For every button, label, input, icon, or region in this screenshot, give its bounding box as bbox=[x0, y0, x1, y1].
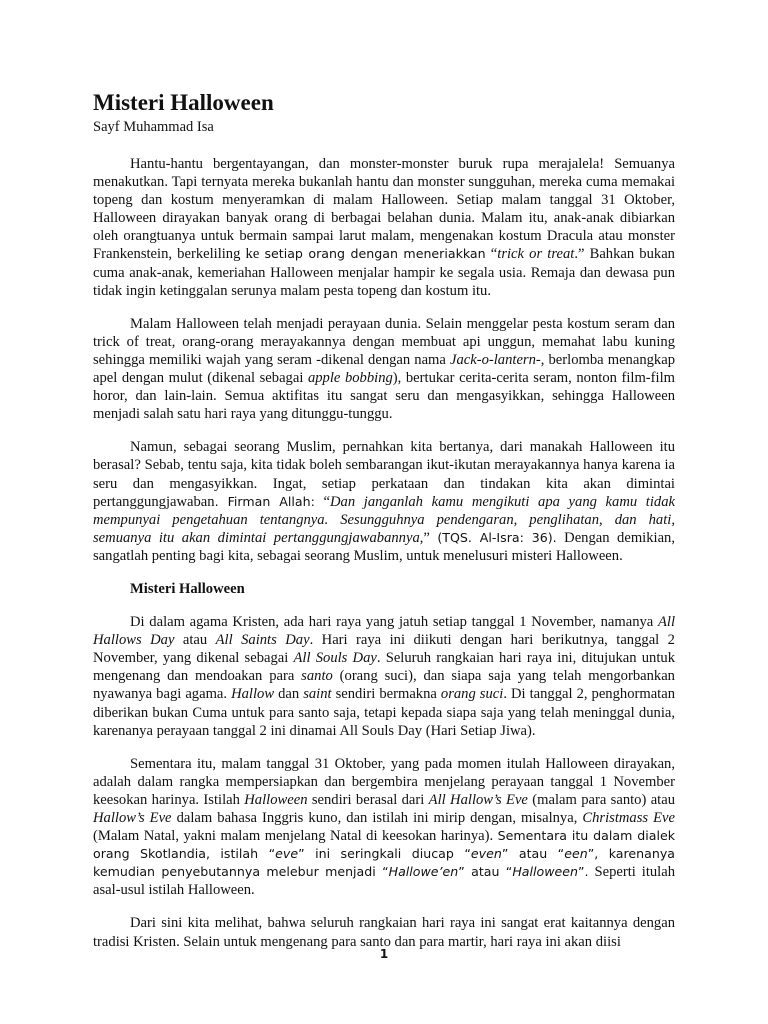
text-run-alt: ” atau “ bbox=[501, 846, 565, 862]
text-run-alt: ”. bbox=[577, 864, 589, 880]
text-run: Sementara itu, malam tanggal 31 Oktober, yang pada momen itulah Halloween dirayakan, adalah dalam rangka mempersiapkan dan bergembira menjelang perayaan tanggal 1 November keesokan harinya. Istilah bbox=[93, 755, 675, 808]
text-run: (orang suci), dan siapa saja yang telah mengorbankan nyawanya bagi agama. bbox=[93, 668, 675, 703]
text-run-italic: apple bobbing bbox=[307, 370, 393, 387]
text-run-italic: Hallow’s Eve bbox=[93, 810, 172, 826]
text-run: Dari sini kita melihat, bahwa seluruh rangkaian hari raya ini sangat erat kaitannya dengan tradisi Kristen. Selain untuk mengenang para santo dan para martir, hari raya ini akan diisi bbox=[93, 915, 675, 950]
text-run: dan bbox=[274, 686, 304, 703]
text-run: Di dalam agama Kristen, ada hari raya yang jatuh setiap tanggal 1 November, namanya bbox=[130, 614, 658, 631]
text-run-alt bbox=[389, 864, 459, 879]
text-run-alt: Sementara itu dalam dialek orang Skotlandia, istilah “ bbox=[93, 828, 675, 862]
paragraph bbox=[93, 438, 675, 565]
text-run: Hantu-hantu bergentayangan, dan monster-monster buruk rupa merajalela! Semuanya menakutkan. Tapi ternyata mereka bukanlah hantu dan monster sungguhan, mereka cuma memakai topeng dan kostum menyeramkan di malam Halloween. Setiap malam tanggal 31 Oktober, Halloween dirayakan banyak orang di berbagai belahan dunia. Malam itu, anak-anak dibiarkan oleh orangtuanya untuk bermain sampai larut malam, mengenakan kostum Dracula atau monster Frankenstein, berkeliling ke bbox=[93, 156, 675, 263]
text-run-alt: ” atau “ bbox=[458, 864, 513, 880]
text-run-alt: ” ini seringkali diucap “ bbox=[298, 846, 471, 862]
text-run: , berlomba menangkap apel dengan mulut (dikenal sebagai bbox=[93, 351, 675, 387]
paragraph bbox=[93, 155, 675, 300]
text-run: Seperti itulah asal-usul istilah Halloween. bbox=[93, 864, 675, 899]
text-run: ), bertukar cerita-cerita seram, nonton film-film horor, dan lain-lain. Semua aktifitas itu sangat seru dan mengasyikkan, sehingga Halloween menjadi salah satu hari raya yang ditunggu-tunggu. bbox=[93, 370, 675, 423]
text-run-italic: Jack-o-lantern- bbox=[450, 351, 541, 368]
text-run-alt bbox=[471, 846, 502, 861]
document-page bbox=[93, 90, 675, 951]
text-run-alt bbox=[512, 864, 578, 879]
document-title: Misteri Halloween bbox=[93, 90, 274, 115]
page-number: 1 bbox=[379, 947, 389, 961]
text-run: Namun, sebagai seorang Muslim, pernahkan kita bertanya, dari manakah Halloween itu berasal? Sebab, tentu saja, kita tidak boleh sembarangan ikut-ikutan merayakannya hanya karena ia seru dan mengasyikkan. Ingat, setiap perkataan dan tindakan kita akan dimintai pertanggungjawaban bbox=[93, 439, 675, 510]
text-run: sendiri bermakna bbox=[331, 686, 441, 703]
text-run-italic: trick or treat bbox=[497, 246, 575, 263]
text-run: (Malam Natal, yakni malam menjelang Natal di keesokan harinya). bbox=[93, 828, 498, 845]
text-run-italic: All Saints Day bbox=[215, 632, 310, 649]
text-run-alt: setiap orang dengan meneriakkan bbox=[264, 246, 486, 262]
text-run-italic: een bbox=[564, 846, 588, 862]
text-run-italic: saint bbox=[303, 686, 332, 703]
text-run-italic: orang suci bbox=[440, 686, 504, 703]
text-run-italic: All Hallows Day bbox=[93, 614, 675, 649]
text-run-alt bbox=[564, 846, 587, 861]
text-run: Dengan demikian, sangatlah penting bagi kita, sebagai seorang Muslim, untuk menelusuri misteri Halloween. bbox=[93, 529, 676, 564]
text-run-italic: All Souls Day bbox=[293, 650, 377, 667]
text-run: atau bbox=[174, 632, 216, 649]
text-run-alt: (TQS. Al-Isra: 36). bbox=[437, 529, 557, 545]
text-run: (malam para santo) atau bbox=[527, 791, 676, 808]
text-run-italic: eve bbox=[275, 846, 299, 862]
text-run: sendiri berasal dari bbox=[307, 791, 429, 808]
document-author: Sayf Muhammad Isa bbox=[93, 119, 214, 135]
paragraph bbox=[93, 914, 675, 950]
text-run-italic: Halloween bbox=[244, 791, 308, 808]
paragraph bbox=[93, 315, 675, 424]
text-run-italic: Hallowe’en bbox=[388, 864, 459, 880]
text-run-italic: santo bbox=[301, 668, 333, 685]
text-run: Malam Halloween telah menjadi perayaan dunia. Selain menggelar pesta kostum seram dan trick of treat, orang-orang merayakannya dengan membuat api unggun, memahat labu kuning sehingga memiliki wajah yang seram -dikenal dengan nama bbox=[93, 315, 675, 368]
text-run: . Hari raya ini diikuti dengan hari berikutnya, tanggal 2 November, yang dikenal sebagai bbox=[93, 632, 675, 667]
text-run-alt: . Firman Allah: bbox=[214, 493, 315, 509]
paragraph bbox=[93, 613, 675, 740]
text-run-italic: All Hallow’s Eve bbox=[428, 791, 528, 808]
text-run-italic: Christmass Eve bbox=[582, 810, 675, 826]
text-run-italic: Hallow bbox=[231, 686, 275, 703]
text-run-italic: Dan janganlah kamu mengikuti apa yang kamu tidak mempunyai pengetahuan tentangnya. Sesungguhnya pendengaran, penglihatan, dan hati, semuanya itu akan dimintai pertanggungjawabannya bbox=[93, 493, 675, 546]
paragraph bbox=[93, 755, 675, 900]
text-run: dalam bahasa Inggris kuno, dan istilah ini mirip dengan, misalnya, bbox=[171, 810, 583, 826]
text-run-alt: ”, karenanya kemudian penyebutannya melebur menjadi “ bbox=[93, 846, 675, 880]
text-run-italic: Halloween bbox=[512, 864, 578, 880]
text-run: “ bbox=[485, 246, 498, 263]
text-run-alt bbox=[275, 846, 298, 861]
text-run: .” Bahkan bukan cuma anak-anak, kemeriahan Halloween menjalar hampir ke segala usia. Remaja dan dewasa pun tidak ingin ketinggalan serunya malam pesta topeng dan kostum itu. bbox=[93, 246, 675, 299]
text-run: ,” bbox=[419, 529, 438, 546]
text-run: “ bbox=[314, 493, 330, 510]
document-body bbox=[93, 155, 675, 951]
text-run: . Di tanggal 2, penghormatan diberikan bukan Cuma untuk para santo saja, tetapi kepada siapa saja yang telah meninggal dunia, karenanya perayaan tanggal 2 ini dinamai All Souls Day (Hari Setiap Jiwa). bbox=[93, 686, 676, 739]
text-run: Misteri Halloween bbox=[130, 580, 245, 597]
text-run-italic: even bbox=[470, 846, 502, 862]
text-run: . Seluruh rangkaian hari raya ini, ditujukan untuk mengenang dan mendoakan para bbox=[93, 650, 675, 685]
section-heading bbox=[93, 580, 675, 598]
